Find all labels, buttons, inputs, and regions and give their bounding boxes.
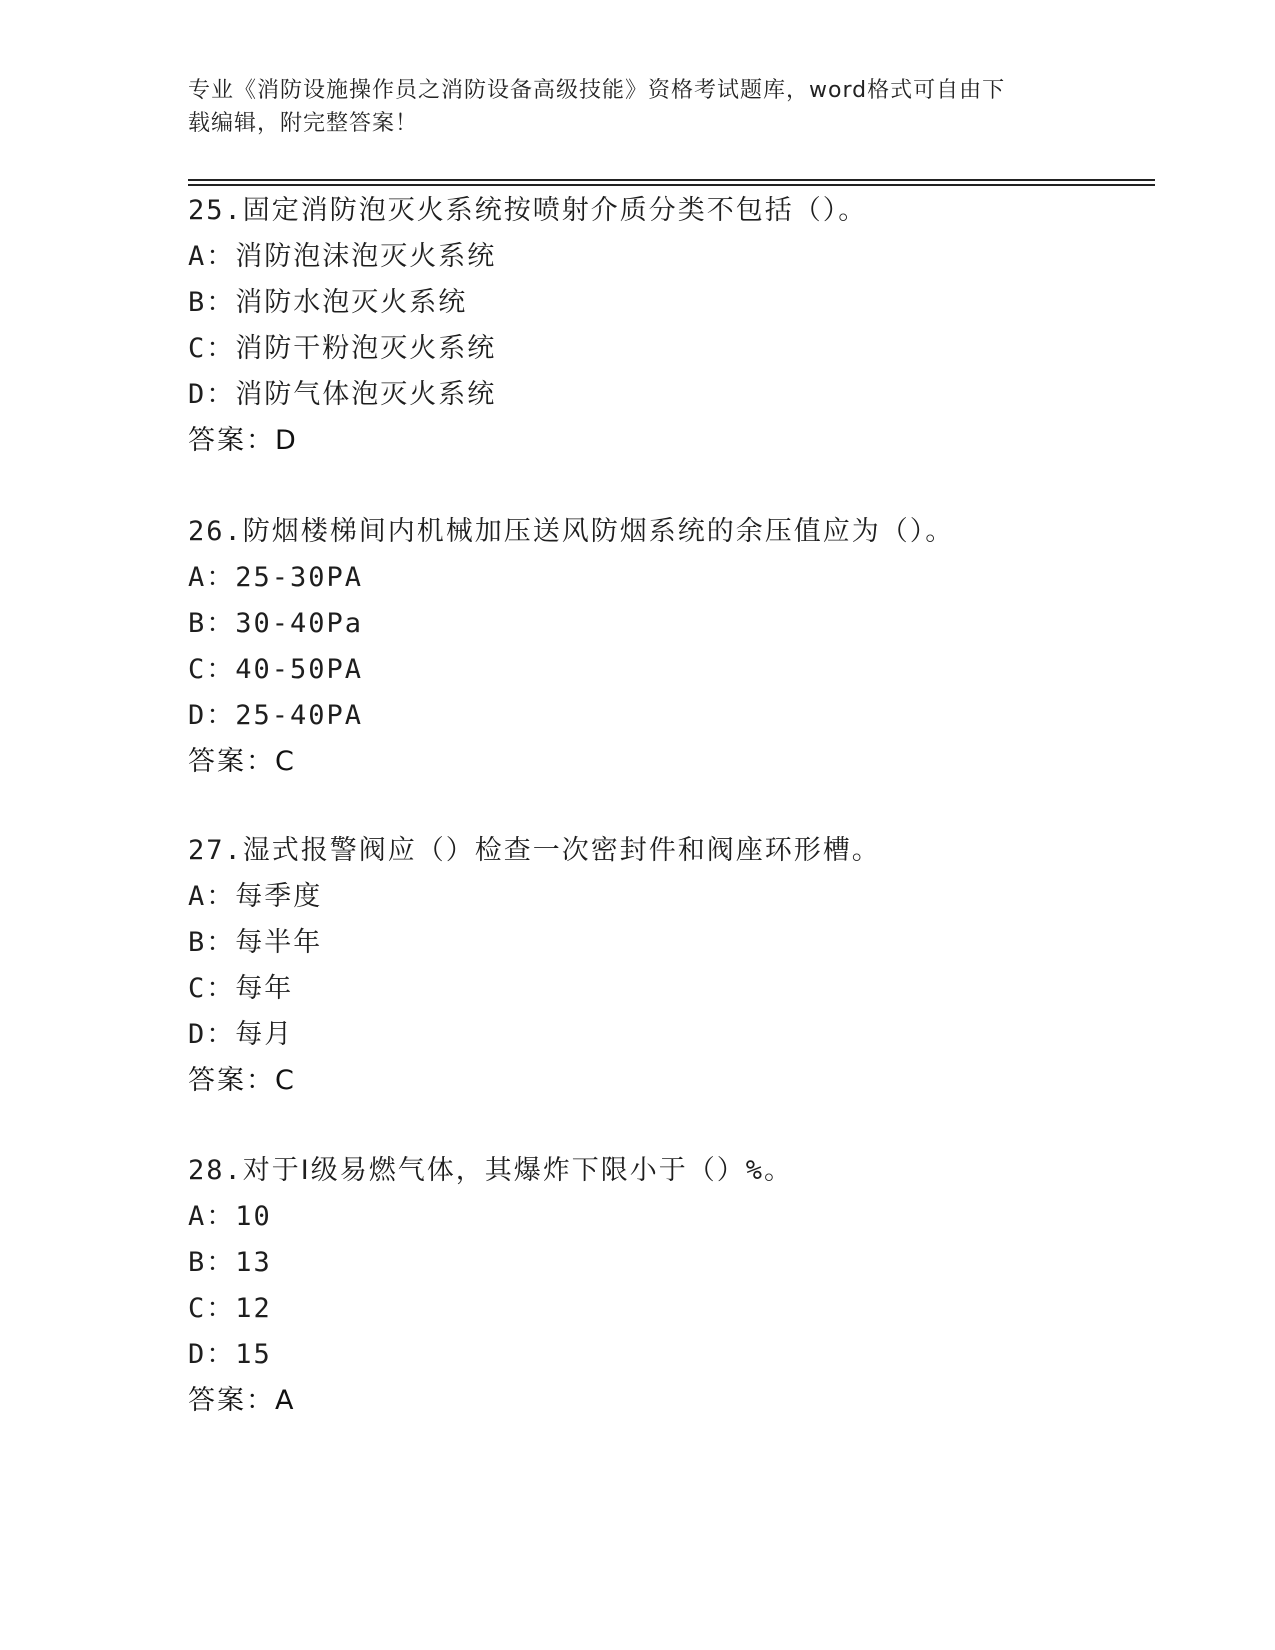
question-block	[188, 828, 1148, 1104]
document-header	[188, 74, 1088, 140]
header-line-2: 载编辑，附完整答案！	[188, 111, 419, 136]
question-block	[188, 188, 1148, 464]
option-d: D：消防气体泡灭火系统	[188, 379, 497, 410]
option-b: B：30-40Pa	[188, 608, 364, 639]
option-c: C：每年	[188, 973, 294, 1004]
answer-label: 答案：C	[188, 1065, 296, 1096]
option-c: C：40-50PA	[188, 654, 364, 685]
option-a: A：25-30PA	[188, 562, 364, 593]
option-d: D：25-40PA	[188, 700, 364, 731]
question-stem: 25.固定消防泡灭火系统按喷射介质分类不包括（）。	[188, 195, 868, 226]
option-c: C：消防干粉泡灭火系统	[188, 333, 497, 364]
header-line-1: 专业《消防设施操作员之消防设备高级技能》资格考试题库，word格式可自由下	[188, 78, 1006, 103]
header-divider-bottom	[188, 184, 1155, 186]
header-divider-top	[188, 179, 1155, 181]
option-b: B：消防水泡灭火系统	[188, 287, 468, 318]
answer-label: 答案：D	[188, 425, 298, 456]
question-stem: 26.防烟楼梯间内机械加压送风防烟系统的余压值应为（）。	[188, 516, 955, 547]
answer-label: 答案：A	[188, 1385, 296, 1416]
question-stem: 28.对于Ⅰ级易燃气体，其爆炸下限小于（）%。	[188, 1155, 793, 1186]
option-d: D：每月	[188, 1019, 294, 1050]
option-b: B：每半年	[188, 927, 323, 958]
question-block	[188, 509, 1148, 785]
option-c: C：12	[188, 1293, 272, 1324]
answer-label: 答案：C	[188, 746, 296, 777]
option-a: A：10	[188, 1201, 272, 1232]
option-d: D：15	[188, 1339, 272, 1370]
question-block	[188, 1148, 1148, 1424]
option-a: A：每季度	[188, 881, 323, 912]
option-a: A：消防泡沫泡灭火系统	[188, 241, 497, 272]
question-stem: 27.湿式报警阀应（）检查一次密封件和阀座环形槽。	[188, 835, 881, 866]
option-b: B：13	[188, 1247, 272, 1278]
